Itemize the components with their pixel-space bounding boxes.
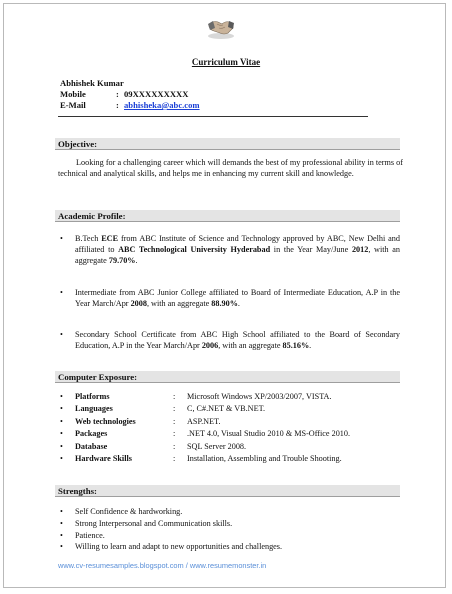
table-row: [60, 416, 400, 428]
bullet: •: [60, 530, 63, 540]
text-bold: 79.70%: [108, 256, 136, 266]
colon: :: [116, 100, 119, 110]
strength-text: Willing to learn and adapt to new opportunities and challenges.: [75, 542, 283, 552]
email-label: E-Mail: [60, 100, 86, 110]
text: .: [237, 298, 240, 308]
footer-link-cv-samples[interactable]: www.cv-resumesamples.blogspot.com: [58, 561, 184, 570]
colon: :: [173, 453, 176, 463]
table-row: [60, 391, 400, 403]
skill-value: C, C#.NET & VB.NET.: [187, 404, 266, 414]
colon: :: [173, 392, 176, 401]
skill-label: Languages: [75, 404, 113, 414]
skill-label: Platforms: [75, 392, 110, 401]
text: from ABC Institute of Science and Technology approved by ABC, New Delhi and affiliated to: [75, 234, 400, 255]
skill-label: Database: [75, 441, 108, 451]
mobile-line: [60, 89, 188, 99]
skill-value: SQL Server 2008.: [187, 441, 247, 451]
candidate-name: Abhishek Kumar: [60, 78, 124, 88]
bullet: •: [60, 404, 63, 414]
section-heading-academic: Academic Profile:: [55, 210, 400, 222]
skill-label: Web technologies: [75, 416, 136, 426]
list-item: [60, 506, 400, 518]
text: in the Year May/June: [270, 245, 352, 255]
bullet: •: [60, 392, 63, 401]
colon: :: [173, 404, 176, 414]
bullet: •: [60, 542, 63, 552]
objective-text: Looking for a challenging career which will demands the best of my professional ability in terms of technical and analytical skills, and helps me in enhancing my current skill and knowledge.: [58, 158, 403, 179]
bullet: •: [60, 287, 63, 297]
bullet: •: [60, 234, 63, 243]
bullet: •: [60, 441, 63, 451]
table-row: [60, 453, 400, 465]
list-item: [60, 518, 400, 530]
table-row: [60, 403, 400, 415]
skill-value: ASP.NET.: [187, 416, 221, 426]
text: , with an aggregate: [218, 341, 283, 351]
bullet: •: [60, 453, 63, 463]
bullet: •: [60, 507, 63, 516]
academic-list: [60, 233, 400, 351]
strength-text: Strong Interpersonal and Communication skills.: [75, 518, 233, 528]
text-bold: 85.16%: [282, 341, 310, 351]
list-item: [60, 287, 400, 309]
text: , with an aggregate: [146, 298, 212, 308]
section-heading-objective: Objective:: [55, 138, 400, 150]
header-divider: [58, 116, 368, 117]
email-link[interactable]: abhisheka@abc.com: [124, 100, 200, 110]
strength-text: Patience.: [75, 530, 105, 540]
text: .: [135, 256, 138, 266]
colon: :: [173, 416, 176, 426]
list-item: [60, 233, 400, 267]
email-line: [60, 100, 200, 110]
handshake-icon: [206, 14, 236, 40]
skill-value: Microsoft Windows XP/2003/2007, VISTA.: [187, 392, 332, 401]
computer-skills-table: [60, 391, 400, 465]
text: Intermediate from ABC Junior College affiliated to Board of Intermediate Education, A.P in the Year March/Apr: [75, 287, 400, 308]
footer-link-resumemonster[interactable]: www.resumemonster.in: [189, 561, 267, 570]
text: B.Tech: [75, 234, 102, 243]
list-item: [60, 530, 400, 542]
text: .: [309, 341, 312, 351]
skill-value: .NET 4.0, Visual Studio 2010 & MS-Office 2010.: [187, 429, 351, 439]
text: , with an aggregate: [75, 245, 400, 266]
page-title: Curriculum Vitae: [191, 57, 261, 67]
footer-links: [58, 561, 266, 570]
skill-label: Packages: [75, 429, 108, 439]
table-row: [60, 441, 400, 453]
strengths-list: [60, 506, 400, 553]
table-row: [60, 428, 400, 440]
text-bold: 2012: [351, 245, 369, 255]
list-item: [60, 541, 400, 553]
colon: :: [116, 89, 119, 99]
colon: :: [173, 429, 176, 439]
bullet: •: [60, 429, 63, 439]
text-bold: 2008: [130, 298, 147, 308]
bullet: •: [60, 416, 63, 426]
bullet: •: [60, 330, 63, 340]
mobile-label: Mobile: [60, 89, 86, 99]
colon: :: [173, 441, 176, 451]
text-bold: 2006: [201, 341, 219, 351]
footer-separator: /: [183, 561, 190, 570]
list-item: [60, 329, 400, 351]
text-bold: 88.90%: [211, 298, 238, 308]
skill-label: Hardware Skills: [75, 453, 132, 463]
section-heading-strengths: Strengths:: [55, 485, 400, 497]
skill-value: Installation, Assembling and Trouble Shooting.: [187, 453, 342, 463]
section-heading-computer: Computer Exposure:: [55, 371, 400, 383]
bullet: •: [60, 518, 63, 528]
text-bold: ABC Technological University Hyderabad: [118, 245, 271, 255]
strength-text: Self Confidence & hardworking.: [75, 507, 183, 516]
mobile-value: 09XXXXXXXXX: [124, 89, 189, 99]
text-bold: ECE: [101, 234, 119, 243]
text: Secondary School Certificate from ABC High School affiliated to the Board of Secondary Education, A.P in the Year March/Apr: [75, 330, 400, 351]
